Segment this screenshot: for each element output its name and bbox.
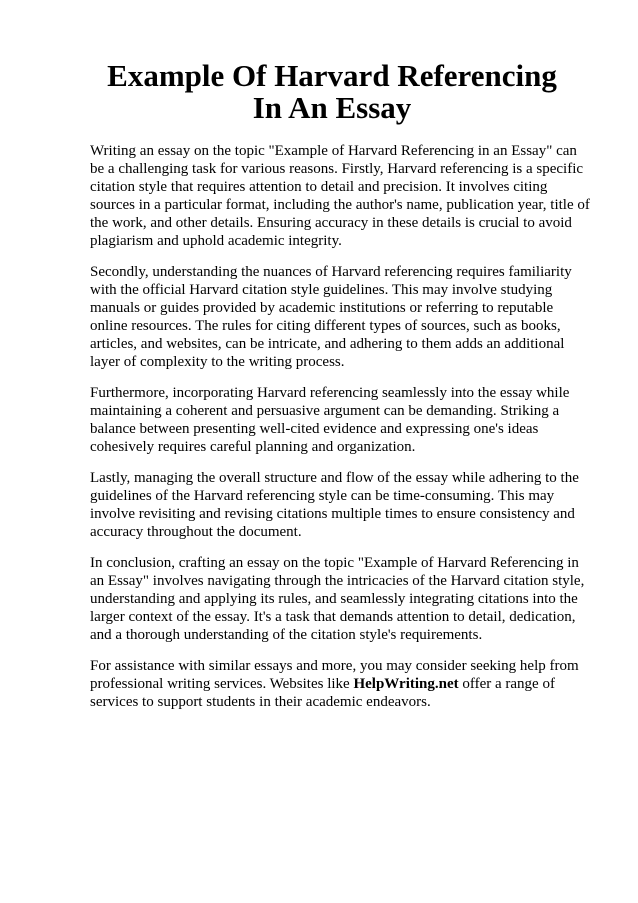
paragraph-4: Lastly, managing the overall structure and flow of the essay while adhering to the guidelines of the Harvard referencing style can be time-consuming. This may involve revisiting and revising citations multiple times to ensure consistency and accuracy throughout the document.: [90, 470, 579, 540]
paragraph-2: Secondly, understanding the nuances of Harvard referencing requires familiarity with the official Harvard citation style guidelines. This may involve studying manuals or guides provided by academic institutions or referring to reputable online resources. The rules for citing different types of sources, such as books, articles, and websites, can be intricate, and adhering to them adds an additional layer of complexity to the writing process.: [90, 264, 572, 370]
helpwriting-brand: HelpWriting.net: [353, 676, 459, 692]
closing-paragraph: [90, 657, 594, 711]
page-title: Example Of Harvard Referencing In An Essay: [107, 58, 557, 125]
paragraph-5: In conclusion, crafting an essay on the topic "Example of Harvard Referencing in an Essay" involves navigating through the intricacies of the Harvard citation style, understanding and applying its rules, and seamlessly integrating citations into the larger context of the essay. It's a task that demands attention to detail, dedication, and a thorough understanding of the citation style's requirements.: [90, 555, 585, 643]
closing-text-after: offer a range of services to support students in their academic endeavors.: [90, 676, 555, 710]
paragraph-1: Writing an essay on the topic "Example of Harvard Referencing in an Essay" can be a challenging task for various reasons. Firstly, Harvard referencing is a specific citation style that requires attention to detail and precision. It involves citing sources in a particular format, including the author's name, publication year, title of the work, and other details. Ensuring accuracy in these details is crucial to avoid plagiarism and uphold academic integrity.: [90, 143, 590, 249]
essay-body: [90, 142, 594, 711]
paragraph-3: Furthermore, incorporating Harvard referencing seamlessly into the essay while maintaining a coherent and persuasive argument can be demanding. Striking a balance between presenting well-cited evidence and expressing one's ideas cohesively requires careful planning and organization.: [90, 385, 570, 455]
closing-text-before: For assistance with similar essays and more, you may consider seeking help from professional writing services. Websites like: [90, 658, 579, 692]
